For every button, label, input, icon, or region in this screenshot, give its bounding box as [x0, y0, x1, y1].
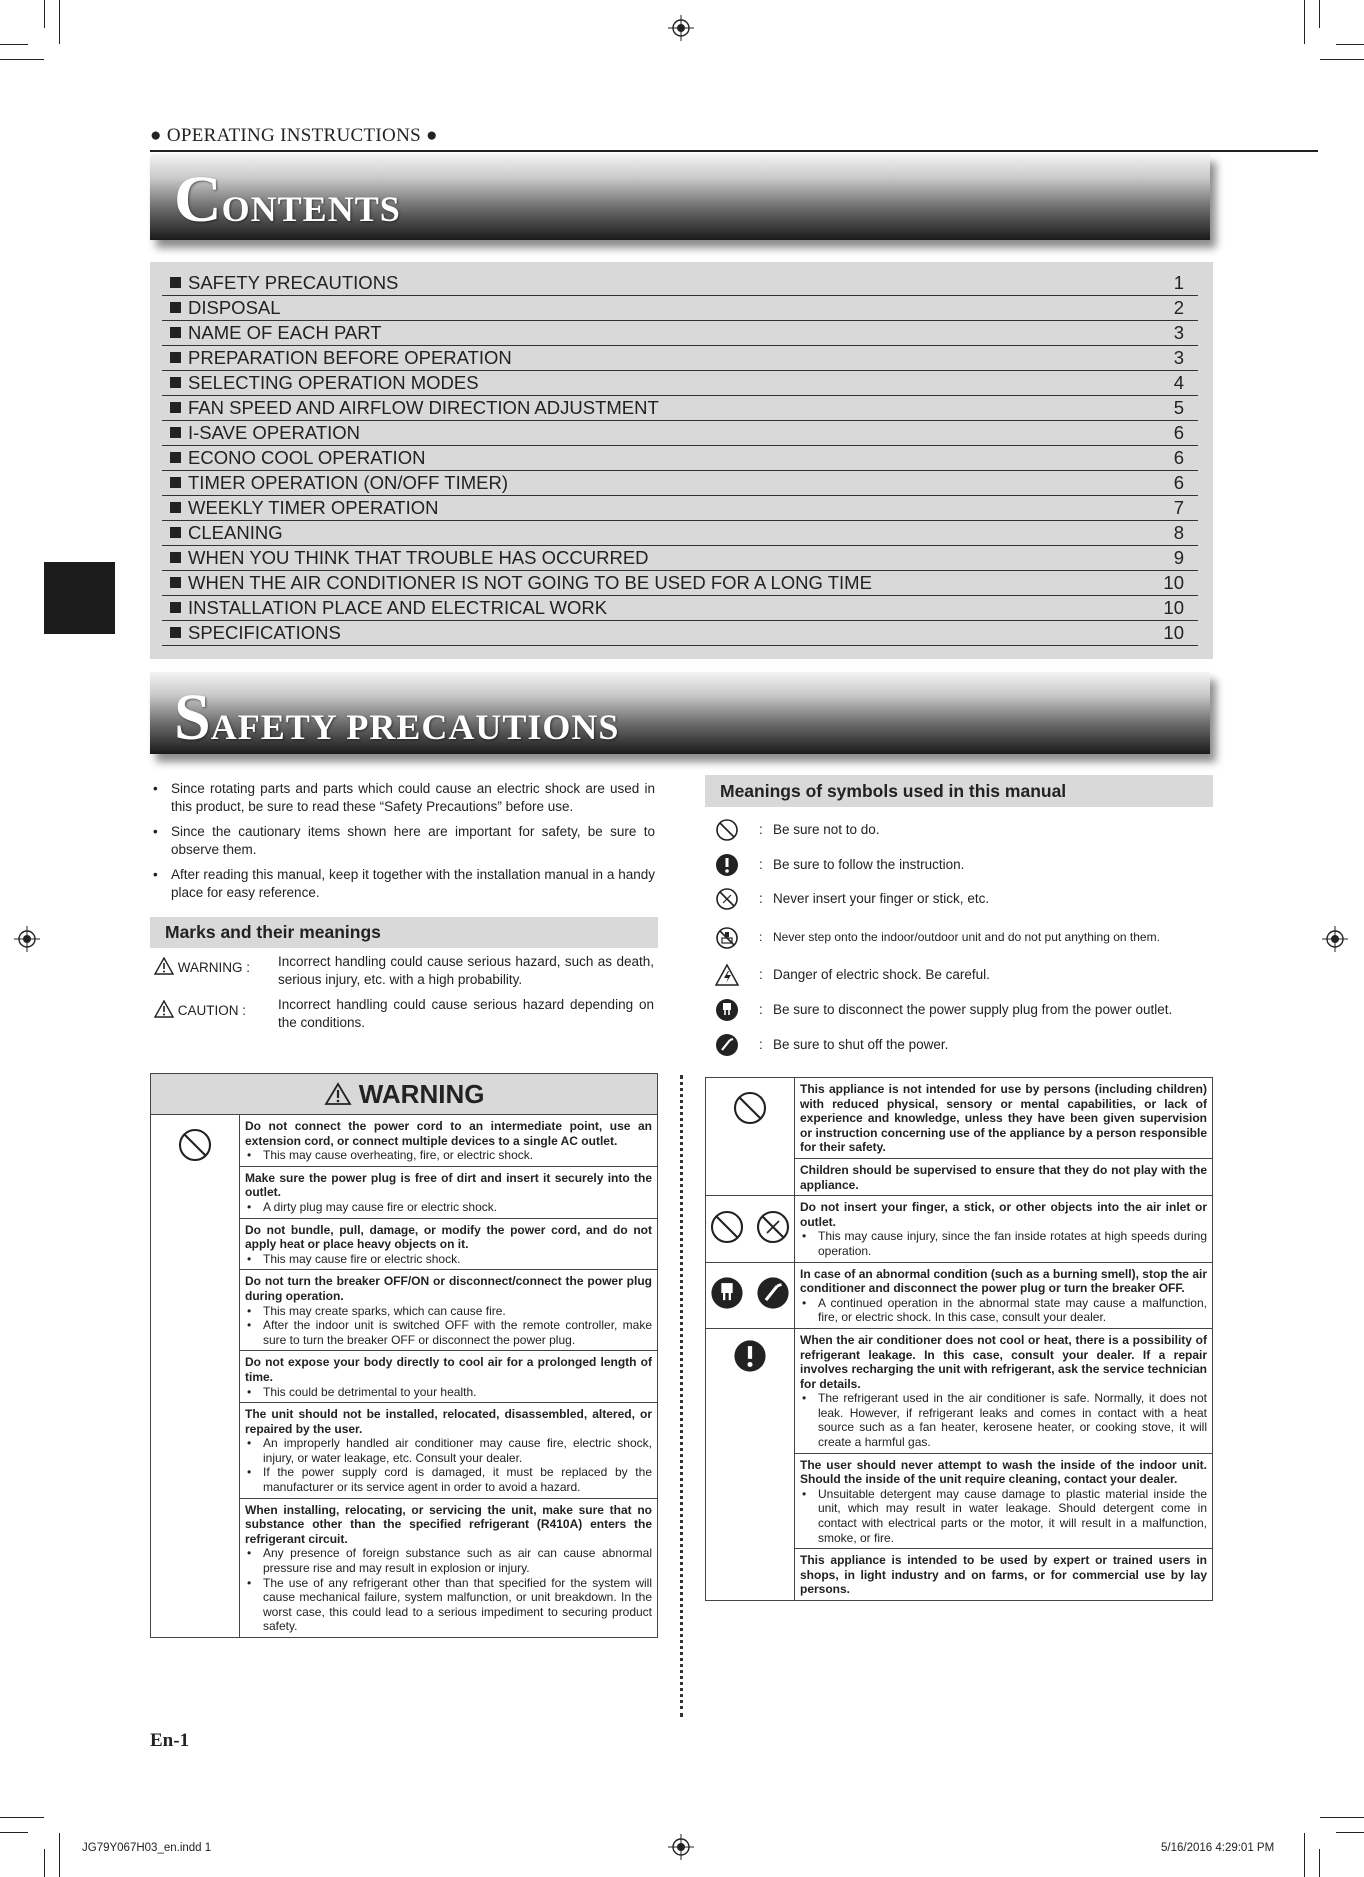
prohibition-icon	[709, 1209, 745, 1245]
toc-item[interactable]: ECONO COOL OPERATION 6	[162, 445, 1198, 471]
table-row: In case of an abnormal condition (such as a burning smell), stop the air conditioner and disconnect the power plug or turn the breaker OFF. • A continued operation in the abnormal state may cause a malfunction, fire, or electric shock. In this case, consult your dealer.	[706, 1262, 1213, 1328]
table-row: When installing, relocating, or servicing the unit, make sure that no substance other than the specified refrigerant (R410A) enters the refrigerant circuit. • Any presence of foreign substance such as air can cause abnormal pressure rise and may result in explosion or injury. • The use of any refrigerant other than that specified for the system will cause mechanical failure, system malfunction, or unit breakdown. In the worst case, this could lead to a serious impediment to securing product safety.	[151, 1498, 658, 1637]
toc-item[interactable]: SELECTING OPERATION MODES 4	[162, 370, 1198, 396]
table-row: The user should never attempt to wash the inside of the indoor unit. Should the inside of the unit require cleaning, contact your dealer. • Unsuitable detergent may cause damage to plastic material inside the unit, which may result in water leakage. Should detergent come in contact with electrical parts or the motor, it will result in a malfunction, smoke, or fire.	[706, 1453, 1213, 1549]
table-row: Children should be supervised to ensure that they do not play with the appliance.	[706, 1158, 1213, 1195]
table-row: When the air conditioner does not cool or heat, there is a possibility of refrigerant leakage. In this case, consult your dealer. If a repair involves recharging the unit with refrigerant, ask the service technician for details. • The refrigerant used in the air conditioner is safe. Normally, it does not leak. However, if refrigerant leaks and comes in contact with a heat source such as a fan heater, kerosene heater, or cooking stove, it will create a harmful gas.	[706, 1328, 1213, 1453]
intro-paragraph: • Since rotating parts and parts which could cause an electric shock are used in this product, be sure to read these “Safety Precautions” before use.	[153, 781, 655, 814]
table-row: Make sure the power plug is free of dirt and insert it securely into the outlet. • A dirty plug may cause fire or electric shock.	[151, 1166, 658, 1218]
header-rule	[150, 150, 1318, 152]
crop-mark	[0, 59, 44, 60]
electric-shock-icon	[715, 963, 739, 987]
warning-triangle-icon	[154, 957, 174, 975]
toc-item[interactable]: WEEKLY TIMER OPERATION 7	[162, 495, 1198, 521]
shut-off-power-icon	[715, 1033, 739, 1057]
table-row: Do not connect the power cord to an intermediate point, use an extension cord, or connect multiple devices to a single AC outlet. • This may cause overheating, fire, or electric shock.	[151, 1115, 658, 1167]
prohibition-icon	[715, 818, 739, 842]
prohibition-icon	[177, 1127, 213, 1163]
crop-mark	[0, 1817, 44, 1818]
table-row: Do not bundle, pull, damage, or modify the power cord, and do not apply heat or place heavy objects on it. • This may cause fire or electric shock.	[151, 1218, 658, 1270]
toc-item[interactable]: FAN SPEED AND AIRFLOW DIRECTION ADJUSTMENT 5	[162, 395, 1198, 421]
safety-title: SAFETY PRECAUTIONS	[174, 681, 620, 754]
table-row: Do not turn the breaker OFF/ON or disconnect/connect the power plug during operation. • This may create sparks, which can cause fire. • After the indoor unit is switched OFF with the remote controller, make sure to turn the breaker OFF or disconnect the power plug.	[151, 1270, 658, 1351]
running-header: ● OPERATING INSTRUCTIONS ●	[150, 125, 438, 146]
toc-item[interactable]: INSTALLATION PLACE AND ELECTRICAL WORK 10	[162, 595, 1198, 621]
caution-mark: CAUTION :	[154, 1000, 246, 1020]
contents-list	[150, 262, 1213, 659]
toc-item[interactable]: SPECIFICATIONS 10	[162, 620, 1198, 646]
warning-mark: WARNING :	[154, 957, 250, 977]
warning-mark-text: Incorrect handling could cause serious hazard, such as death, serious injury, etc. with a high probability.	[278, 954, 654, 987]
marks-heading: Marks and their meanings	[150, 917, 658, 948]
table-row: Do not expose your body directly to cool air for a prolonged length of time. • This could be detrimental to your health.	[151, 1351, 658, 1403]
crop-mark	[1320, 1817, 1364, 1818]
contents-title: CONTENTS	[174, 163, 401, 236]
unplug-icon	[710, 1276, 744, 1310]
toc-item[interactable]: TIMER OPERATION (ON/OFF TIMER) 6	[162, 470, 1198, 496]
crop-mark	[44, 0, 45, 28]
toc-item[interactable]: SAFETY PRECAUTIONS 1	[162, 270, 1198, 296]
column-divider	[680, 1075, 683, 1717]
crop-mark	[1304, 0, 1305, 44]
prohibition-icon	[732, 1090, 768, 1126]
caution-triangle-icon	[154, 1000, 174, 1018]
no-step-icon	[715, 926, 739, 950]
symbol-row: : Be sure to shut off the power.	[715, 1031, 1215, 1061]
toc-item[interactable]: I-SAVE OPERATION 6	[162, 420, 1198, 446]
crop-mark	[1304, 1833, 1305, 1877]
symbol-row: : Danger of electric shock. Be careful.	[715, 961, 1215, 991]
registration-mark-icon	[668, 15, 694, 41]
table-row: This appliance is intended to be used by expert or trained users in shops, in light industry and on farms, or for commercial use by lay persons.	[706, 1549, 1213, 1601]
symbol-row: : Never insert your finger or stick, etc.	[715, 885, 1215, 915]
contents-banner	[150, 154, 1210, 240]
no-finger-icon	[755, 1209, 791, 1245]
symbols-heading: Meanings of symbols used in this manual	[705, 775, 1213, 807]
crop-mark	[1319, 0, 1320, 28]
symbol-row: : Be sure to follow the instruction.	[715, 851, 1215, 881]
crop-mark	[0, 1832, 28, 1833]
symbol-row: : Be sure to disconnect the power supply plug from the power outlet.	[715, 996, 1215, 1026]
section-tab-marker	[44, 562, 115, 634]
warning-table-header: WARNING	[151, 1074, 658, 1115]
toc-item[interactable]: CLEANING 8	[162, 520, 1198, 546]
toc-item[interactable]: DISPOSAL 2	[162, 295, 1198, 321]
crop-mark	[1319, 1849, 1320, 1877]
registration-mark-icon	[668, 1834, 694, 1860]
symbol-row: : Be sure not to do.	[715, 816, 1215, 846]
table-row: This appliance is not intended for use by persons (including children) with reduced physical, sensory or mental capabilities, or lack of experience and knowledge, unless they have been given supervision or instruction concerning use of the appliance by a person responsible for their safety.	[706, 1078, 1213, 1159]
crop-mark	[44, 1849, 45, 1877]
warning-table	[150, 1073, 658, 1638]
crop-mark	[0, 44, 28, 45]
registration-mark-icon	[14, 926, 40, 952]
toc-item[interactable]: NAME OF EACH PART 3	[162, 320, 1198, 346]
page-number: En-1	[150, 1730, 190, 1751]
safety-banner	[150, 672, 1210, 754]
mandatory-icon	[715, 853, 739, 877]
footer-filename: JG79Y067H03_en.indd 1	[82, 1842, 212, 1854]
crop-mark	[59, 1833, 60, 1877]
crop-mark	[1336, 44, 1364, 45]
table-row: The unit should not be installed, relocated, disassembled, altered, or repaired by the user. • An improperly handled air conditioner may cause fire, electric shock, injury, or water leakage, etc. Consult your dealer. • If the power supply cord is damaged, it must be replaced by the manufacturer or its service agent in order to avoid a hazard.	[151, 1403, 658, 1499]
footer-timestamp: 5/16/2016 4:29:01 PM	[1161, 1842, 1275, 1854]
mandatory-icon	[733, 1339, 767, 1373]
intro-paragraph: • Since the cautionary items shown here are important for safety, be sure to observe them.	[153, 824, 655, 857]
toc-item[interactable]: PREPARATION BEFORE OPERATION 3	[162, 345, 1198, 371]
shut-off-power-icon	[756, 1276, 790, 1310]
caution-mark-text: Incorrect handling could cause serious hazard depending on the conditions.	[278, 997, 654, 1030]
intro-paragraph: • After reading this manual, keep it together with the installation manual in a handy place for easy reference.	[153, 867, 655, 900]
symbol-row: : Never step onto the indoor/outdoor unit and do not put anything on them.	[715, 924, 1215, 954]
warning-triangle-icon	[324, 1082, 352, 1106]
unplug-icon	[715, 998, 739, 1022]
no-finger-icon	[715, 887, 739, 911]
table-row: Do not insert your finger, a stick, or other objects into the air inlet or outlet. • This may cause injury, since the fan inside rotates at high speeds during operation.	[706, 1196, 1213, 1262]
toc-item[interactable]: WHEN THE AIR CONDITIONER IS NOT GOING TO BE USED FOR A LONG TIME 10	[162, 570, 1198, 596]
toc-item[interactable]: WHEN YOU THINK THAT TROUBLE HAS OCCURRED 9	[162, 545, 1198, 571]
warning-table-continued	[705, 1077, 1213, 1601]
crop-mark	[1320, 59, 1364, 60]
crop-mark	[59, 0, 60, 44]
crop-mark	[1336, 1832, 1364, 1833]
registration-mark-icon	[1322, 926, 1348, 952]
